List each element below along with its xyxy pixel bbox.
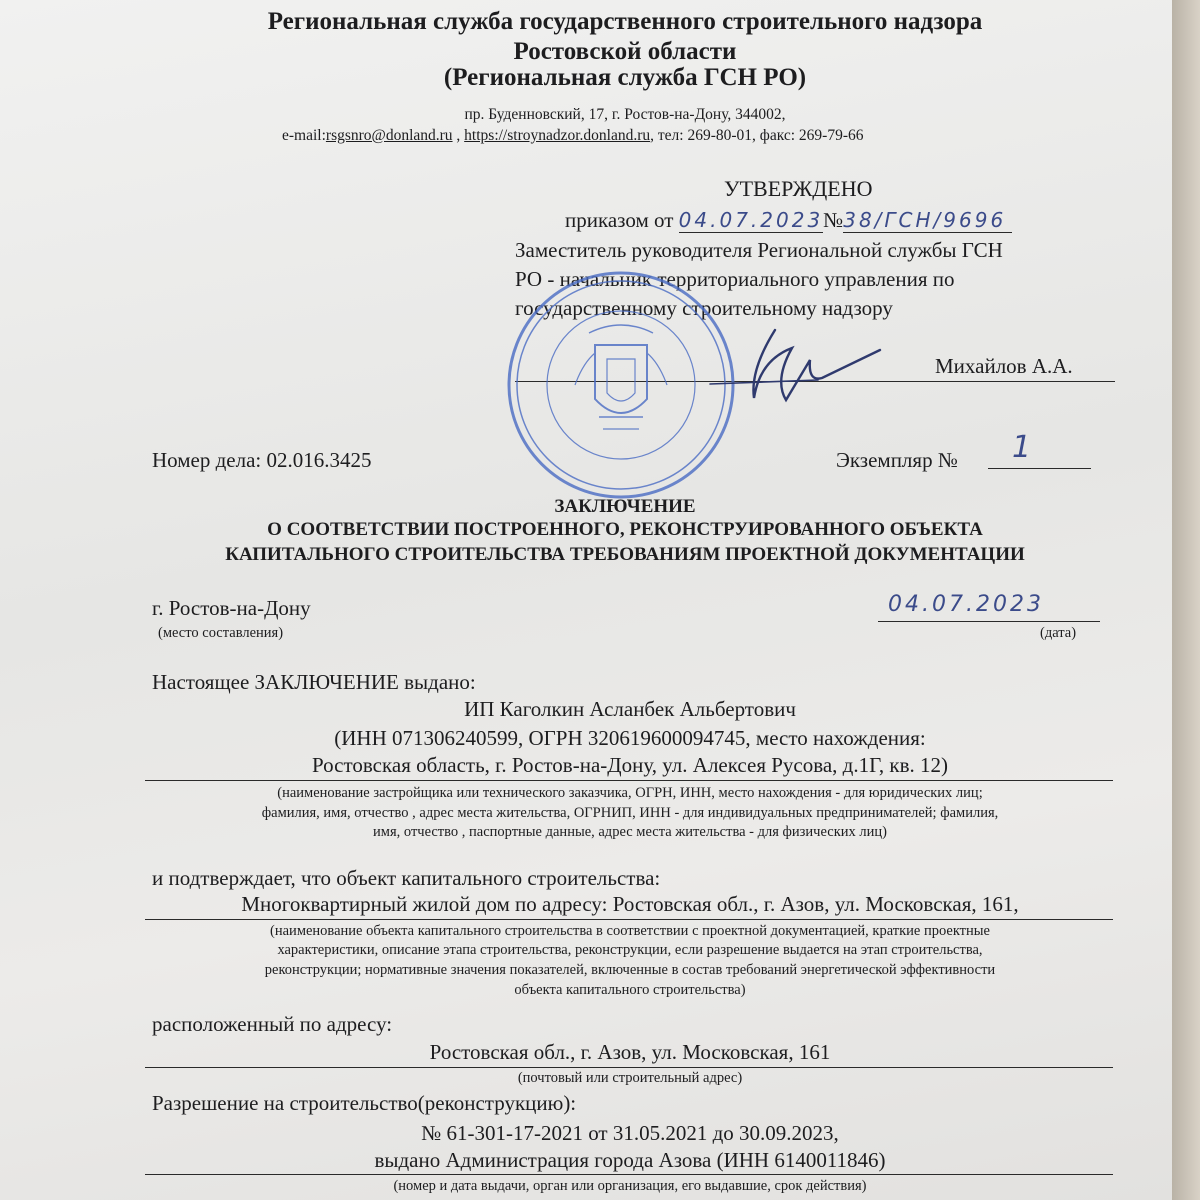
org-short-name: (Региональная служба ГСН РО) [443, 64, 807, 91]
object-caption2: характеристики, описание этапа строительства, реконструкции, если разрешение выдается на этап строительства, [277, 942, 983, 958]
contacts-separator: , [452, 127, 465, 144]
issued-to-name: ИП Каголкин Асланбек Альбертович [464, 697, 796, 721]
date-line [878, 621, 1100, 622]
order-date-handwritten: 04.07.2023 [678, 208, 824, 232]
org-contacts [282, 127, 864, 145]
page-edge [1172, 0, 1200, 1200]
issued-to-line [145, 780, 1113, 781]
issued-to-caption2: фамилия, имя, отчество , адрес места жительства, ОГРНИП, ИНН - для индивидуальных предпринимателей; фамилия, [261, 805, 999, 821]
document-subtitle-line2: КАПИТАЛЬНОГО СТРОИТЕЛЬСТВА ТРЕБОВАНИЯМ ПРОЕКТНОЙ ДОКУМЕНТАЦИИ [225, 544, 1025, 565]
copy-label: Экземпляр № [836, 448, 958, 472]
object-label: и подтверждает, что объект капитального строительства: [152, 866, 661, 890]
permit-number: № 61-301-17-2021 от 31.05.2021 до 30.09.2023, [421, 1121, 839, 1145]
permit-line [145, 1174, 1113, 1175]
object-caption3: реконструкции; нормативные значения показателей, включенные в состав требований энергетической эффективности [264, 962, 996, 978]
order-prefix: приказом от [565, 208, 674, 232]
issued-to-address: Ростовская область, г. Ростов-на-Дону, ул. Алексея Русова, д.1Г, кв. 12) [311, 753, 949, 777]
approver-position-line1: Заместитель руководителя Региональной службы ГСН [515, 238, 1003, 262]
location-address: Ростовская обл., г. Азов, ул. Московская, 161 [429, 1040, 831, 1064]
approval-order [565, 208, 1012, 233]
object-caption1: (наименование объекта капитального строительства в соответствии с проектной документацией, краткие проектные [270, 923, 990, 939]
place-of-issue: г. Ростов-на-Дону [152, 596, 311, 620]
place-caption: (место составления) [158, 625, 284, 641]
object-caption4: объекта капитального строительства) [514, 982, 746, 998]
issued-to-caption1: (наименование застройщика или технического заказчика, ОГРН, ИНН, место нахождения - для юридических лиц; [277, 785, 983, 801]
document-title: ЗАКЛЮЧЕНИЕ [554, 496, 696, 517]
issued-to-caption3: имя, отчество , паспортные данные, адрес места жительства - для физических лиц) [373, 824, 887, 840]
location-caption: (почтовый или строительный адрес) [517, 1070, 743, 1086]
website-link[interactable]: https://stroynadzor.donland.ru [464, 127, 651, 144]
order-number-handwritten: 38/ГСН/9696 [843, 208, 1012, 233]
document-subtitle-line1: О СООТВЕТСТВИИ ПОСТРОЕННОГО, РЕКОНСТРУИРОВАННОГО ОБЪЕКТА [267, 519, 983, 540]
copy-number-line [988, 468, 1091, 469]
email-link[interactable]: rsgsnro@donland.ru [325, 127, 453, 144]
signature [690, 320, 890, 410]
phone-fax: , тел: 269-80-01, факс: 269-79-66 [650, 127, 864, 144]
object-name: Многоквартирный жилой дом по адресу: Ростовская обл., г. Азов, ул. Московская, 161, [241, 892, 1019, 916]
case-number: Номер дела: 02.016.3425 [152, 448, 372, 472]
permit-label: Разрешение на строительство(реконструкцию): [152, 1091, 577, 1115]
issued-to-label: Настоящее ЗАКЛЮЧЕНИЕ выдано: [152, 670, 476, 694]
approver-position-line2: РО - начальник территориального управления по [515, 267, 955, 291]
approval-title: УТВЕРЖДЕНО [724, 176, 873, 201]
date-caption: (дата) [1040, 625, 1077, 641]
signer-name: Михайлов А.А. [935, 354, 1073, 378]
issue-date-handwritten: 04.07.2023 [888, 592, 1044, 617]
location-line [145, 1067, 1113, 1068]
org-name-line1: Региональная служба государственного строительного надзора [267, 8, 983, 35]
org-name-line2: Ростовской области [513, 38, 737, 65]
org-address: пр. Буденновский, 17, г. Ростов-на-Дону, 344002, [464, 106, 786, 123]
issued-to-details: (ИНН 071306240599, ОГРН 320619600094745, место нахождения: [334, 726, 926, 750]
location-label: расположенный по адресу: [152, 1012, 393, 1036]
permit-issuer: выдано Администрация города Азова (ИНН 6140011846) [374, 1148, 886, 1172]
approver-position-line3: государственному строительному надзору [515, 296, 893, 320]
permit-caption: (номер и дата выдачи, орган или организация, его выдавшие, срок действия) [393, 1178, 867, 1194]
email-prefix: e-mail: [282, 127, 326, 144]
object-line [145, 919, 1113, 920]
order-number-prefix: № [823, 208, 844, 232]
copy-number-handwritten: 1 [1012, 430, 1035, 465]
